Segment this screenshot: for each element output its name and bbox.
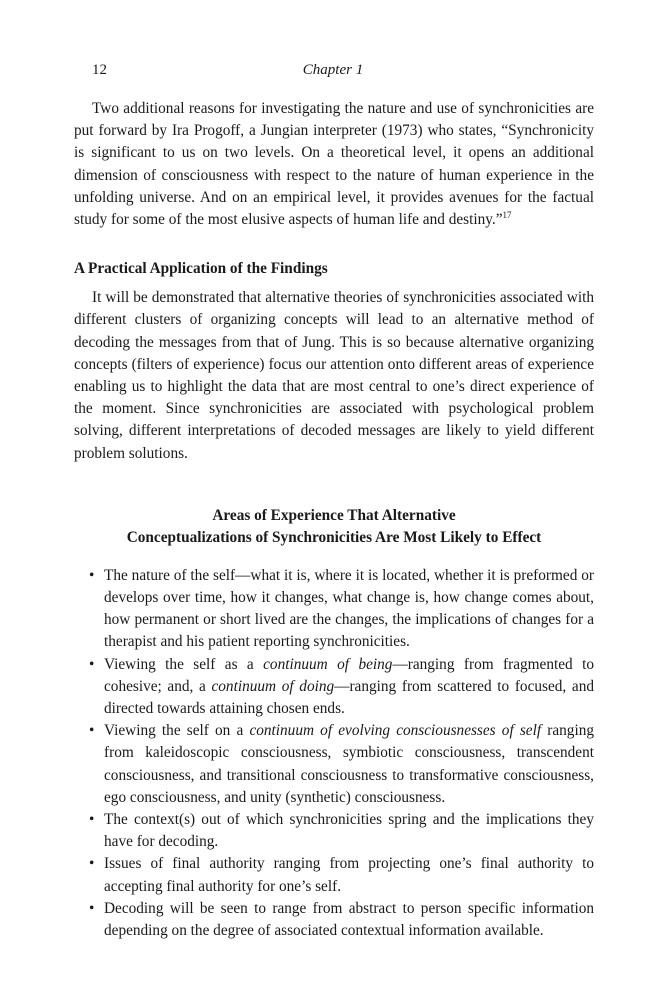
- list-item: [74, 809, 594, 853]
- list-item-text: The context(s) out of which synchronicities spring and the implications they have for decoding.: [104, 811, 594, 851]
- bullet-icon: •: [89, 722, 95, 740]
- list-heading-line-1: Areas of Experience That Alternative: [212, 506, 456, 524]
- footnote-marker: 17: [502, 209, 512, 220]
- running-head: Chapter 1: [302, 62, 364, 78]
- bullet-icon: •: [89, 811, 95, 829]
- list-item-text: ranging from kaleidoscopic consciousness, symbiotic consciousness, transcendent consciousness, and transitional consciousness to transformative consciousness, ego consciousness, and unity (synthetic) consciousness.: [104, 722, 594, 806]
- bullet-icon: •: [89, 566, 95, 584]
- intro-paragraph: [74, 98, 594, 231]
- list-heading-line-2: Conceptualizations of Synchronicities Are Most Likely to Effect: [126, 528, 542, 546]
- list-item-text: Viewing the self on a: [104, 722, 250, 740]
- list-item-text: —ranging from scattered to focused, and directed towards attaining chosen ends.: [104, 677, 594, 718]
- bullet-list: [74, 565, 594, 942]
- list-item: [74, 898, 594, 942]
- section-paragraph: It will be demonstrated that alternative theories of synchronicities associated with different clusters of organizing concepts will lead to an alternative method of decoding the messages from that of Jung. This is so because alternative organizing concepts (filters of experience) focus our attention onto different areas of experience enabling us to highlight the data that are most central to one’s direct experience of the moment. Since synchronicities are associated with psychological problem solving, different interpretations of decoded messages are likely to yield different problem solutions.: [74, 289, 594, 462]
- bullet-icon: •: [89, 855, 95, 873]
- intro-paragraph-text: Two additional reasons for investigating the nature and use of synchronicities are put forward by Ira Progoff, a Jungian interpreter (1973) who states, “Synchronicity is significant to us on two levels. On a theoretical level, it opens an additional dimension of consciousness with respect to the nature of human experience in the unfolding universe. And on an empirical level, it provides avenues for the factual study for some of the most elusive aspects of human life and destiny.”: [74, 100, 594, 229]
- page-number: 12: [92, 62, 107, 78]
- list-item-text: Issues of final authority ranging from projecting one’s final authority to accepting final authority for one’s self.: [104, 855, 594, 895]
- bullet-icon: •: [89, 655, 95, 673]
- list-item: [74, 565, 594, 654]
- list-item-text: —ranging from fragmented to cohesive; and, a: [104, 655, 594, 695]
- list-item: [74, 654, 594, 721]
- page-body: [74, 98, 594, 942]
- list-item: [74, 853, 594, 897]
- list-item-text: Decoding will be seen to range from abstract to person specific information depending on the degree of associated contextual information available.: [104, 899, 594, 940]
- list-heading: [74, 505, 594, 549]
- list-item-emphasis: continuum of evolving consciousnesses of self: [249, 722, 542, 740]
- list-item: [74, 720, 594, 809]
- bullet-icon: •: [89, 899, 95, 917]
- list-item-emphasis: continuum of being: [263, 655, 393, 673]
- section-heading: A Practical Application of the Findings: [74, 260, 328, 278]
- list-item-text: The nature of the self—what it is, where it is located, whether it is preformed or develops over time, how it changes, what change is, how change comes about, how permanent or short lived are the changes, the implications of changes for a therapist and his patient reporting synchronicities.: [104, 566, 594, 651]
- list-item-text: Viewing the self as a: [104, 655, 264, 673]
- list-item-emphasis: continuum of doing: [211, 677, 335, 695]
